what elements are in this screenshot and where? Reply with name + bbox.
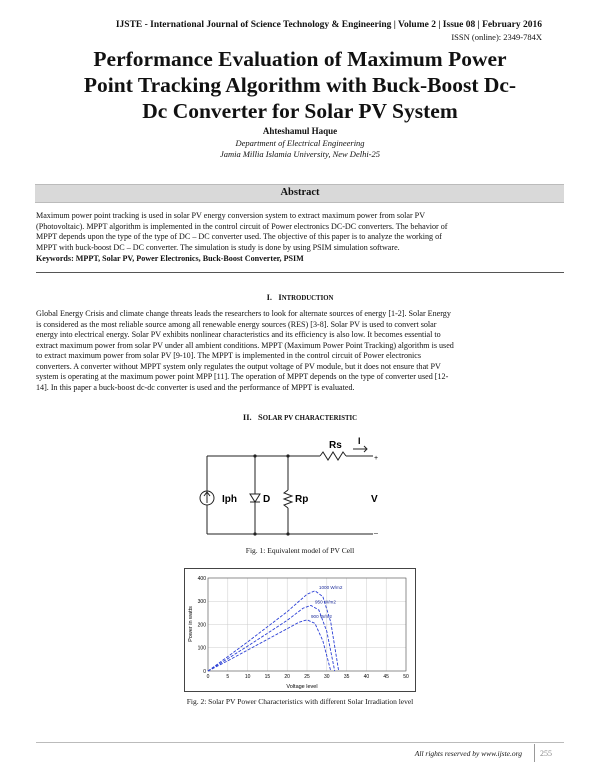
- abstract-heading: Abstract: [280, 187, 320, 198]
- journal-header: IJSTE - International Journal of Science Technology & Engineering | Volume 2 | Issue 08 | February 2016: [115, 20, 542, 30]
- rp-resistor-symbol: [284, 490, 292, 508]
- author-university: Jamia Millia Islamia University, New Delhi-25: [219, 149, 381, 159]
- section-title-rest: OLAR PV CHARACTERISTIC: [262, 415, 358, 422]
- x-axis-label: Voltage level: [286, 684, 318, 690]
- x-tick-label: 5: [226, 674, 230, 680]
- diode-label: D: [263, 494, 271, 505]
- section-number: II.: [242, 412, 252, 422]
- intro-line: to extract maximum power from solar PV [9-10]. The MPPT is implemented in the control circuit of Power electronics: [36, 351, 422, 360]
- introduction-text: [36, 309, 564, 393]
- intro-line: 14]. In this paper a buck-boost dc-dc converter is used and the performance of MPPT is evaluated.: [36, 382, 355, 392]
- title-line: Performance Evaluation of Maximum Power: [93, 47, 507, 71]
- current-label: I: [358, 436, 361, 446]
- intro-line: extract maximum power from solar PV under all ambient conditions. MPPT (Maximum Power Point Tracking) algorithm is used: [36, 340, 454, 350]
- y-tick-label: 300: [197, 599, 206, 606]
- intro-line: is considered as the most reliable source among all renewable energy sources (RES) [3-8]. Solar PV is used to convert solar: [36, 319, 437, 329]
- title-line: Point Tracking Algorithm with Buck-Boost Dc-: [83, 73, 517, 97]
- diode-symbol: [250, 494, 260, 502]
- fig2-caption: Fig. 2: Solar PV Power Characteristics with different Solar Irradiation level: [186, 697, 414, 706]
- x-tick-label: 0: [206, 674, 210, 680]
- y-tick-label: 100: [197, 645, 206, 652]
- junction-dot: [286, 532, 289, 535]
- intro-line: converters. A converter without MPPT system only regulates the output voltage of PV module, but it does not ensure that PV: [36, 361, 441, 371]
- abstract-text: [36, 211, 564, 253]
- x-tick-label: 30: [324, 674, 330, 680]
- minus-terminal: _: [374, 527, 378, 534]
- junction-dot: [253, 532, 256, 535]
- author-name: Ahteshamul Haque: [262, 126, 338, 136]
- footer-rights: All rights reserved by www.ijste.org: [414, 749, 522, 758]
- abstract-line: MPPT depends upon the type of the type of DC – DC converter used. The objective of this paper is to analyze the working of: [36, 232, 442, 241]
- intro-line: energy into electrical energy. Solar PV exhibits nonlinear characteristics and its efficiency is also low. It becomes essential to: [36, 330, 441, 339]
- section-title-rest: NTRODUCTION: [281, 295, 334, 302]
- series-annotation: 900 W/m2: [311, 613, 332, 619]
- section-number: I.: [266, 292, 272, 302]
- y-tick-label: 400: [197, 575, 206, 582]
- x-tick-label: 20: [284, 674, 290, 680]
- x-tick-label: 15: [264, 674, 271, 680]
- issn: ISSN (online): 2349-784X: [451, 32, 542, 42]
- intro-line: system is operating at the maximum power point MPP [11]. The operation of MPPT depends on the type of converter used [12-: [36, 372, 449, 381]
- section-heading-solar-pv: [0, 412, 600, 422]
- page-number: 255: [540, 749, 552, 758]
- x-tick-label: 25: [304, 674, 310, 680]
- section-title-initial: I: [278, 292, 282, 302]
- pv-power-chart: [184, 568, 416, 692]
- voltage-label: V: [371, 494, 378, 505]
- x-tick-label: 10: [244, 674, 251, 680]
- chart-frame: [185, 569, 416, 692]
- abstract-line: Maximum power point tracking is used in solar PV energy conversion system to extract maximum power from solar PV: [36, 211, 426, 220]
- paper-title: [40, 46, 560, 124]
- y-axis-label: Power in watts: [188, 606, 194, 642]
- pv-cell-circuit-diagram: [195, 432, 405, 542]
- x-tick-label: 35: [343, 674, 350, 680]
- abstract-line: (Photovoltaic). MPPT algorithm is implemented in the control circuit of Power electronics DC-DC converters. The behavior of: [36, 221, 448, 231]
- x-tick-label: 50: [403, 674, 409, 680]
- intro-line: Global Energy Crisis and climate change threats leads the researchers to look for alternate sources of energy [1-2]. Solar Energy: [36, 309, 451, 318]
- keywords: Keywords: MPPT, Solar PV, Power Electronics, Buck-Boost Converter, PSIM: [36, 254, 304, 263]
- plus-terminal: +: [374, 455, 379, 462]
- abstract-line: MPPT with buck-boost DC – DC converter. The simulation is study is done by using PSIM simulation software.: [36, 242, 400, 252]
- x-tick-label: 40: [363, 674, 370, 680]
- title-line: Dc Converter for Solar PV System: [142, 99, 458, 123]
- x-tick-label: 45: [383, 674, 389, 680]
- y-tick-label: 0: [203, 668, 206, 675]
- footer-rule: [36, 742, 564, 743]
- rs-label: Rs: [329, 440, 342, 451]
- section-heading-introduction: [0, 292, 600, 302]
- series-annotation: 1000 W/m2: [318, 584, 343, 590]
- rs-resistor-symbol: [320, 452, 346, 460]
- abstract-rule: [36, 272, 564, 273]
- series-annotation: 950 W/m2: [314, 599, 336, 605]
- y-tick-label: 200: [197, 622, 206, 629]
- rp-label: Rp: [295, 494, 309, 505]
- junction-dot: [253, 454, 256, 457]
- section-title-initial: S: [258, 412, 263, 422]
- author-department: Department of Electrical Engineering: [235, 138, 365, 148]
- junction-dot: [286, 454, 289, 457]
- fig1-caption: Fig. 1: Equivalent model of PV Cell: [245, 546, 355, 555]
- iph-label: Iph: [222, 494, 237, 505]
